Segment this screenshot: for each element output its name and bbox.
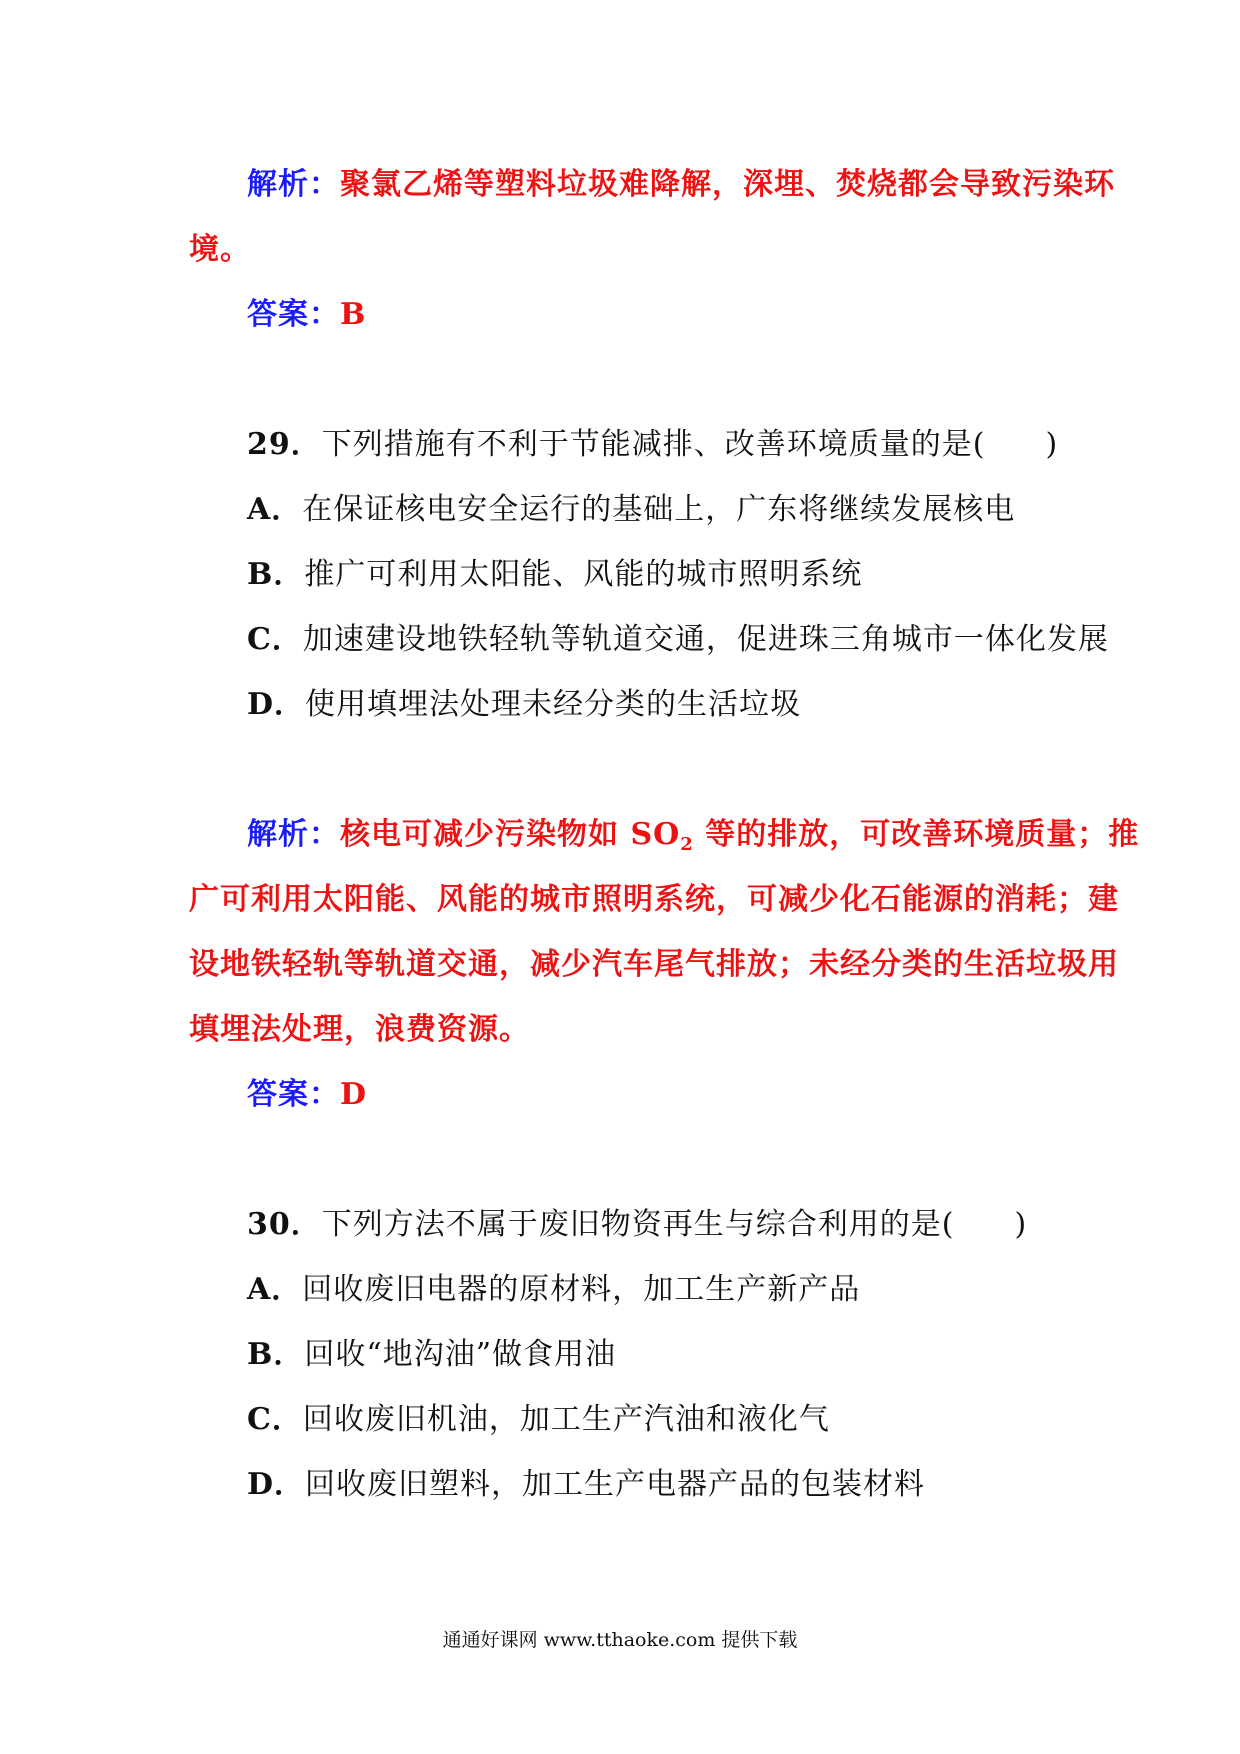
q29-option-d-letter: D． (247, 687, 306, 722)
q30-option-b-text: 回收“地沟油”做食用油 (304, 1337, 617, 1372)
q28-analysis-text: 聚氯乙烯等塑料垃圾难降解，深埋、焚烧都会导致污染环 (340, 167, 1115, 202)
q29-option-b-letter: B． (247, 557, 305, 592)
q30-number: 30． (247, 1207, 322, 1242)
q29-analysis-line-1 (247, 815, 1139, 865)
q30-stem-text: 下列方法不属于废旧物资再生与综合利用的是( (321, 1207, 955, 1242)
q28-answer (247, 295, 366, 335)
q28-analysis-label: 解析： (247, 167, 340, 202)
q28-answer-label: 答案： (247, 297, 340, 332)
q29-option-a-letter: A． (247, 492, 303, 527)
q30-option-d-letter: D． (247, 1467, 306, 1502)
q29-answer-value: D (340, 1077, 368, 1112)
q30-option-a-letter: A． (247, 1272, 303, 1307)
q30-option-a-text: 回收废旧电器的原材料，加工生产新产品 (302, 1272, 861, 1307)
q29-option-a (247, 490, 1015, 530)
q29-analysis-label: 解析： (247, 817, 340, 852)
q29-analysis-subscript: 2 (680, 834, 694, 855)
q30-stem (247, 1205, 1027, 1245)
q29-option-c-letter: C． (247, 622, 303, 657)
q30-option-b (247, 1335, 616, 1375)
q29-option-c (247, 620, 1109, 660)
q29-stem (247, 425, 1058, 465)
q29-option-c-text: 加速建设地铁轻轨等轨道交通，促进珠三角城市一体化发展 (302, 622, 1109, 657)
q29-analysis-text-b: 等的排放，可改善环境质量；推 (693, 817, 1140, 852)
q29-analysis-text-a: 核电可减少污染物如 SO (340, 817, 681, 852)
q29-analysis-line-3: 设地铁轻轨等轨道交通，减少汽车尾气排放；未经分类的生活垃圾用 (189, 947, 1119, 982)
q28-analysis-line-1 (247, 165, 1115, 205)
q29-analysis-line-4: 填埋法处理，浪费资源。 (189, 1012, 530, 1047)
q29-analysis-line-2: 广可利用太阳能、风能的城市照明系统，可减少化石能源的消耗；建 (189, 882, 1119, 917)
q30-option-c (247, 1400, 830, 1440)
q30-option-c-letter: C． (247, 1402, 303, 1437)
q29-option-d (247, 685, 801, 725)
q29-stem-text: 下列措施有不利于节能减排、改善环境质量的是( (321, 427, 986, 462)
q29-option-b-text: 推广可利用太阳能、风能的城市照明系统 (304, 557, 863, 592)
q29-option-b (247, 555, 862, 595)
q28-answer-value: B (340, 297, 367, 332)
q30-option-c-text: 回收废旧机油，加工生产汽油和液化气 (302, 1402, 830, 1437)
q30-option-d (247, 1465, 925, 1505)
q29-stem-close: ) (1045, 427, 1059, 462)
q29-option-a-text: 在保证核电安全运行的基础上，广东将继续发展核电 (302, 492, 1016, 527)
q29-answer (247, 1075, 367, 1115)
page-footer: 通通好课网 www.tthaoke.com 提供下载 (442, 1629, 798, 1651)
q29-option-d-text: 使用填埋法处理未经分类的生活垃圾 (305, 687, 802, 722)
q28-analysis-line-2: 境。 (189, 232, 251, 267)
q30-option-d-text: 回收废旧塑料，加工生产电器产品的包装材料 (305, 1467, 926, 1502)
q29-answer-label: 答案： (247, 1077, 340, 1112)
q30-option-a (247, 1270, 860, 1310)
q30-stem-close: ) (1014, 1207, 1028, 1242)
q29-number: 29． (247, 427, 322, 462)
q30-option-b-letter: B． (247, 1337, 305, 1372)
